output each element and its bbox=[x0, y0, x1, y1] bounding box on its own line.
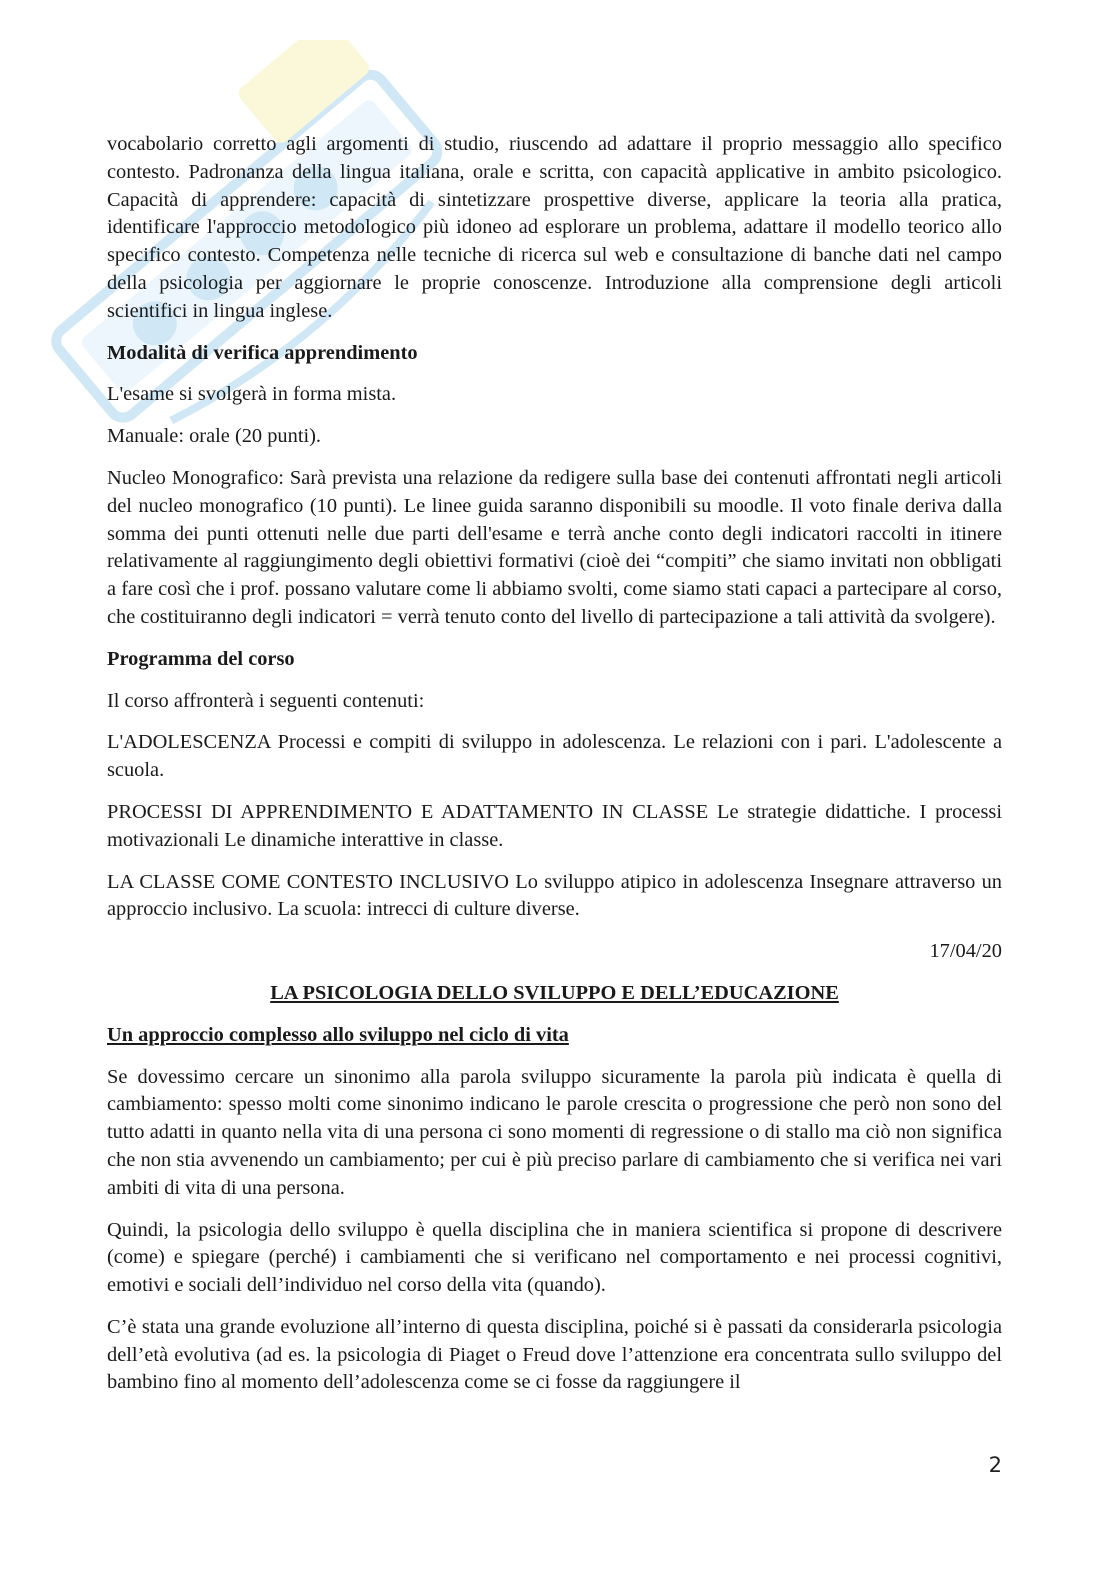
page-number: 2 bbox=[988, 1453, 1002, 1477]
verifica-paragraph-3: Nucleo Monografico: Sarà prevista una relazione da redigere sulla base dei contenuti affrontati negli articoli del nucleo monografico (10 punti). Le linee guida saranno disponibili su moodle. Il voto finale deriva dalla somma dei punti ottenuti nelle due parti dell'esame e terrà anche conto degli indicatori raccolti in itinere relativamente al raggiungimento degli obiettivi formativi (cioè dei “compiti” che siamo invitati non obbligati a fare così che i prof. possano valutare come li abbiamo svolti, come siamo stati capaci a partecipare al corso, che costituiranno degli indicatori = verrà tenuto conto del livello di partecipazione a tali attività da svolgere). bbox=[107, 466, 1002, 628]
verifica-paragraph-2: Manuale: orale (20 punti). bbox=[107, 425, 322, 448]
programma-paragraph-3: PROCESSI DI APPRENDIMENTO E ADATTAMENTO IN CLASSE Le strategie didattiche. I processi motivazionali Le dinamiche interattive in classe. bbox=[107, 800, 1002, 851]
chapter-paragraph-3: C’è stata una grande evoluzione all’interno di questa disciplina, poiché si è passati da considerarla psicologia dell’età evolutiva (ad es. la psicologia di Piaget o Freud dove l’attenzione era concentrata sullo sviluppo del bambino fino al momento dell’adolescenza come se ci fosse da raggiungere il bbox=[107, 1315, 1002, 1394]
lesson-date: 17/04/20 bbox=[929, 940, 1002, 963]
intro-paragraph: vocabolario corretto agli argomenti di studio, riuscendo ad adattare il proprio messaggio allo specifico contesto. Padronanza della lingua italiana, orale e scritta, con capacità applicative in ambito psicologico. Capacità di apprendere: capacità di sintetizzare prospettive diverse, applicare la teoria alla pratica, identificare l'approccio metodologico più idoneo ad esplorare un problema, adattare il modello teorico allo specifico contesto. Competenza nelle tecniche di ricerca sul web e consultazione di banche dati nel campo della psicologia per aggiornare le proprie conoscenze. Introduzione alla comprensione degli articoli scientifici in lingua inglese. bbox=[107, 133, 1002, 322]
document-body bbox=[107, 131, 1002, 1411]
chapter-subtitle: Un approccio complesso allo sviluppo nel ciclo di vita bbox=[107, 1023, 569, 1046]
chapter-paragraph-1: Se dovessimo cercare un sinonimo alla parola sviluppo sicuramente la parola più indicata è quella di cambiamento: spesso molti come sinonimo indicano le parole crescita o progressione che però non sono del tutto adatti in quanto nella vita di una persona ci sono momenti di regressione o di stallo ma ciò non significa che non stia avvenendo un cambiamento; per cui è più preciso parlare di cambiamento che si verifica nei vari ambiti di vita di una persona. bbox=[107, 1065, 1002, 1199]
chapter-title: LA PSICOLOGIA DELLO SVILUPPO E DELL’EDUCAZIONE bbox=[270, 981, 839, 1004]
programma-paragraph-4: LA CLASSE COME CONTESTO INCLUSIVO Lo sviluppo atipico in adolescenza Insegnare attraverso un approccio inclusivo. La scuola: intrecci di culture diverse. bbox=[107, 870, 1002, 921]
section-heading-programma: Programma del corso bbox=[107, 647, 295, 670]
programma-paragraph-1: Il corso affronterà i seguenti contenuti: bbox=[107, 689, 425, 712]
section-heading-verifica: Modalità di verifica apprendimento bbox=[107, 341, 418, 364]
verifica-paragraph-1: L'esame si svolgerà in forma mista. bbox=[107, 383, 397, 406]
programma-paragraph-2: L'ADOLESCENZA Processi e compiti di sviluppo in adolescenza. Le relazioni con i pari. L'adolescente a scuola. bbox=[107, 731, 1002, 782]
chapter-paragraph-2: Quindi, la psicologia dello sviluppo è quella disciplina che in maniera scientifica si propone di descrivere (come) e spiegare (perché) i cambiamenti che si verificano nel comportamento e nei processi cognitivi, emotivi e sociali dell’individuo nel corso della vita (quando). bbox=[107, 1218, 1002, 1297]
